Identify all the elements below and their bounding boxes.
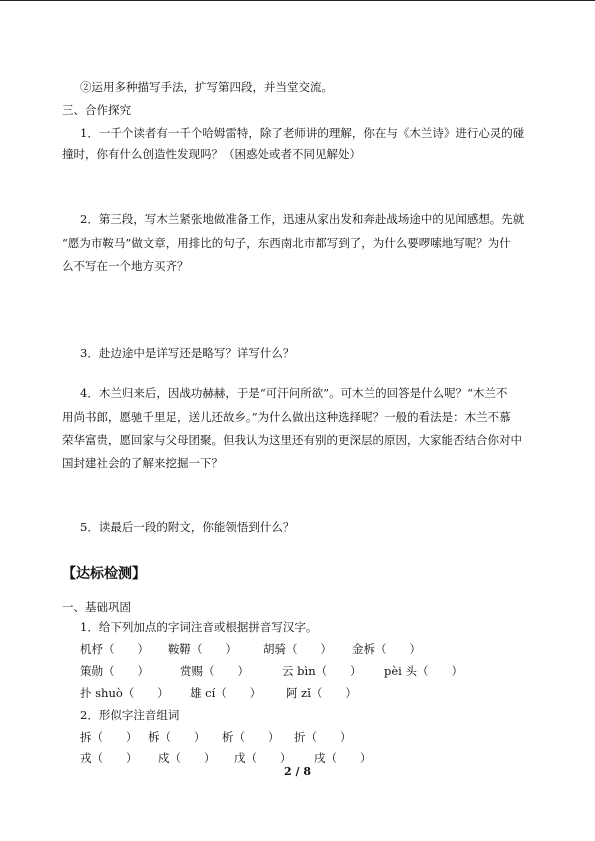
exercise-item: 策勋（ ） bbox=[80, 664, 149, 678]
exercise-item: 戍（ ） bbox=[158, 751, 216, 765]
exercise-item: 鞍鞯（ ） bbox=[168, 642, 237, 656]
instruction-2: 2．形似字注音组词 bbox=[80, 708, 180, 722]
question-4-line-4: 国封建社会的了解来挖掘一下？ bbox=[62, 456, 223, 470]
question-2-line-3: 么不写在一个地方买齐？ bbox=[62, 259, 189, 273]
question-5: 5．读最后一段的附文，你能领悟到什么？ bbox=[80, 520, 295, 534]
exercise-item: 折（ ） bbox=[294, 730, 352, 744]
assessment-heading: 【达标检测】 bbox=[62, 566, 146, 582]
question-4-line-1: 4．木兰归来后，因战功赫赫，于是“可汗问所欲”。可木兰的回答是什么呢？“木兰不 bbox=[80, 386, 508, 400]
top-rule bbox=[0, 0, 595, 1]
exercise-item: 戌（ ） bbox=[314, 751, 372, 765]
question-4-line-3: 荣华富贵，愿回家与父母团聚。但我认为这里还有别的更深层的原因，大家能否结合你对中 bbox=[62, 433, 522, 447]
exercise-item: 金柝（ ） bbox=[352, 642, 421, 656]
exercise-item: 胡骑（ ） bbox=[263, 642, 332, 656]
section-basic-consolidation: 一、基础巩固 bbox=[62, 600, 131, 614]
question-2-line-2: “愿为市鞍马”做文章，用排比的句子，东西南北市都写到了，为什么要啰嗦地写呢？为什 bbox=[62, 236, 511, 250]
exercise-item: 析（ ） bbox=[222, 730, 280, 744]
exercise-item: pèi 头（ ） bbox=[384, 664, 464, 678]
exercise-item: 云 bìn（ ） bbox=[282, 664, 362, 678]
question-1-line-1: 1．一千个读者有一千个哈姆雷特，除了老师讲的理解，你在与《木兰诗》进行心灵的碰 bbox=[80, 126, 525, 140]
exercise-item: 拆（ ） bbox=[80, 730, 138, 744]
exercise-item: 戎（ ） bbox=[80, 751, 138, 765]
exercise-item: 阿 zǐ（ ） bbox=[286, 686, 357, 700]
page-number: 2 / 8 bbox=[284, 765, 311, 778]
exercise-item: 戊（ ） bbox=[234, 751, 292, 765]
exercise-item: 赏赐（ ） bbox=[180, 664, 249, 678]
para-expand-fourth: ②运用多种描写手法，扩写第四段，并当堂交流。 bbox=[80, 80, 333, 94]
exercise-item: 柝（ ） bbox=[148, 730, 206, 744]
section-cooperative-inquiry: 三、合作探究 bbox=[62, 103, 131, 117]
exercise-item: 机杼（ ） bbox=[80, 642, 149, 656]
instruction-1: 1．给下列加点的字词注音或根据拼音写汉字。 bbox=[80, 620, 318, 634]
exercise-item: 雄 cí（ ） bbox=[190, 686, 262, 700]
question-1-line-2: 撞时，你有什么创造性发现吗？（困惑处或者不同见解处） bbox=[62, 147, 361, 161]
question-2-line-1: 2．第三段，写木兰紧张地做准备工作，迅速从家出发和奔赴战场途中的见闻感想。先就 bbox=[80, 212, 525, 226]
question-3: 3．赴边途中是详写还是略写？详写什么？ bbox=[80, 346, 295, 360]
question-4-line-2: 用尚书郎，愿驰千里足，送儿还故乡。”为什么做出这种选择呢？一般的看法是：木兰不慕 bbox=[62, 410, 511, 424]
exercise-item: 扑 shuò（ ） bbox=[80, 686, 169, 700]
